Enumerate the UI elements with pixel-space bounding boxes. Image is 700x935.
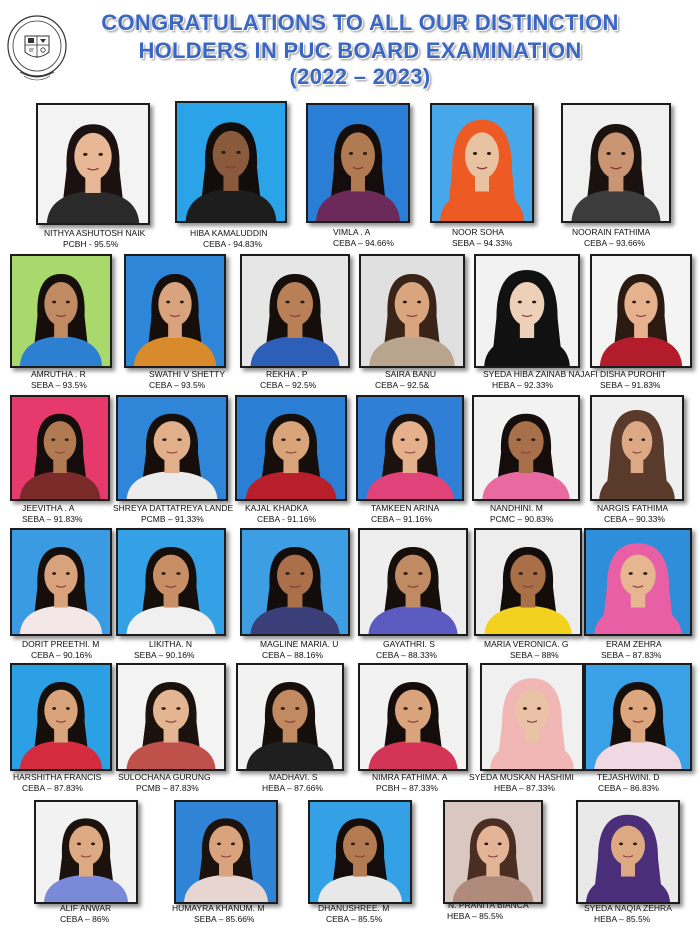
student-photo: [358, 663, 468, 771]
student-name: NIMRA FATHIMA. A: [372, 772, 448, 782]
student-score: CEBA – 88.33%: [376, 650, 437, 660]
student-name: SULOCHANA GURUNG: [118, 772, 211, 782]
student-photo: [359, 254, 465, 368]
student-photo: [10, 663, 112, 771]
student-photo: [236, 663, 344, 771]
student-photo: [10, 528, 112, 636]
student-photo: [116, 528, 226, 636]
student-name: ERAM ZEHRA: [606, 639, 662, 649]
student-name: NOOR SOHA: [452, 227, 504, 237]
student-photo: [590, 395, 684, 501]
headline-year: (2022 – 2023): [289, 64, 431, 89]
student-name: MAGLINE MARIA. U: [260, 639, 339, 649]
student-photo: [306, 103, 410, 223]
student-score: CEBA – 92.5%: [260, 380, 317, 390]
student-photo: [474, 254, 580, 368]
student-photo: [480, 663, 584, 771]
student-photo: [308, 800, 412, 904]
student-score: PCMC – 90.83%: [490, 514, 554, 524]
student-photo: [116, 395, 228, 501]
student-name: HIBA KAMALUDDIN: [190, 228, 268, 238]
student-name: JEEVITHA . A: [22, 503, 75, 513]
headline-line-1: CONGRATULATIONS TO ALL OUR DISTINCTION: [101, 10, 619, 35]
student-photo: [472, 395, 580, 501]
student-name: SYEDA NAQIA ZEHRA: [584, 903, 672, 913]
student-score: CEBA - 94.83%: [203, 239, 263, 249]
student-score: CEBA – 91.16%: [371, 514, 432, 524]
student-name: VIMLA . A: [333, 227, 371, 237]
student-photo: [10, 395, 110, 501]
student-name: HUMAYRA KHANUM. M: [172, 903, 265, 913]
student-name: DHANUSHREE. M: [318, 903, 390, 913]
student-score: CEBA – 93.66%: [584, 238, 645, 248]
student-photo: [240, 254, 350, 368]
student-photo: [356, 395, 464, 501]
college-crest-logo: [6, 12, 68, 88]
student-photo: [443, 800, 543, 904]
student-score: CEBA – 86%: [60, 914, 110, 924]
student-score: SEBA – 85.66%: [194, 914, 255, 924]
headline-line-2: HOLDERS IN PUC BOARD EXAMINATION: [138, 38, 582, 63]
student-photo: [584, 663, 692, 771]
student-score: PCMB – 91.33%: [141, 514, 204, 524]
student-photo: [590, 254, 692, 368]
student-score: SEBA – 93.5%: [31, 380, 87, 390]
student-name: REKHA . P: [266, 369, 308, 379]
student-name: NITHYA ASHUTOSH NAIK: [44, 228, 146, 238]
student-name: SWATHI V SHETTY: [149, 369, 226, 379]
student-photo: [36, 103, 150, 225]
student-score: SEBA – 91.83%: [22, 514, 83, 524]
student-score: SEBA – 91.83%: [600, 380, 661, 390]
student-photo: [116, 663, 226, 771]
student-score: CEBA – 85.5%: [326, 914, 383, 924]
student-name: MADHAVI. S: [269, 772, 318, 782]
student-name: NOORAIN FATHIMA: [572, 227, 651, 237]
student-name: N. PRANITA BIANCA: [448, 900, 529, 910]
student-score: HEBA – 87.33%: [494, 783, 555, 793]
student-score: PCBH – 87.33%: [376, 783, 438, 793]
student-score: CEBA – 90.33%: [604, 514, 665, 524]
student-name: HARSHITHA FRANCIS: [13, 772, 102, 782]
student-score: SEBA – 90.16%: [134, 650, 195, 660]
student-name: ALIF ANWAR: [60, 903, 112, 913]
student-name: SYEDA MUSKAN HASHIMI: [469, 772, 574, 782]
student-score: CEBA – 87.83%: [22, 783, 83, 793]
student-photo: [235, 395, 347, 501]
student-photo: [10, 254, 112, 368]
student-score: SEBA – 87.83%: [601, 650, 662, 660]
student-score: PCMB – 87.83%: [136, 783, 199, 793]
student-photo: [576, 800, 680, 904]
student-photo: [584, 528, 692, 636]
student-name: TAMKEEN ARINA: [371, 503, 440, 513]
student-score: HEBA – 85.5%: [447, 911, 504, 921]
student-photo: [358, 528, 468, 636]
student-photo: [34, 800, 138, 904]
student-name: DISHA PUROHIT: [600, 369, 667, 379]
student-photo: [175, 101, 287, 223]
student-photo: [240, 528, 350, 636]
student-photo: [561, 103, 671, 223]
student-name: KAJAL KHADKA: [245, 503, 308, 513]
student-score: CEBA – 92.5&: [375, 380, 430, 390]
student-score: CEBA – 90.16%: [31, 650, 92, 660]
student-photo: [124, 254, 226, 368]
student-score: HEBA – 85.5%: [594, 914, 651, 924]
student-name: GAYATHRI. S: [383, 639, 435, 649]
student-score: SEBA – 88%: [510, 650, 559, 660]
student-score: SEBA – 94.33%: [452, 238, 513, 248]
student-name: NANDHINI. M: [490, 503, 543, 513]
student-score: CEBA – 86.83%: [598, 783, 659, 793]
student-score: CEBA - 91.16%: [257, 514, 317, 524]
student-score: HEBA – 87.66%: [262, 783, 323, 793]
student-name: DORIT PREETHI. M: [22, 639, 100, 649]
student-name: NARGIS FATHIMA: [597, 503, 669, 513]
student-name: TEJASHWINI. D: [597, 772, 660, 782]
student-name: MARIA VERONICA. G: [484, 639, 569, 649]
student-name: SAIRA BANU: [385, 369, 437, 379]
student-score: HEBA – 92.33%: [492, 380, 553, 390]
student-name: LIKITHA. N: [149, 639, 192, 649]
student-photo: [174, 800, 278, 904]
student-photo: [430, 103, 534, 223]
student-score: CEBA – 93.5%: [149, 380, 206, 390]
student-score: CEBA – 94.66%: [333, 238, 394, 248]
student-name: SHREYA DATTATREYA LANDE: [113, 503, 234, 513]
student-name: AMRUTHA . R: [31, 369, 86, 379]
student-score: PCBH - 95.5%: [63, 239, 119, 249]
student-photo: [474, 528, 582, 636]
student-score: CEBA – 88.16%: [262, 650, 323, 660]
student-name: SYEDA HIBA ZAINAB NAJAFI: [483, 369, 598, 379]
